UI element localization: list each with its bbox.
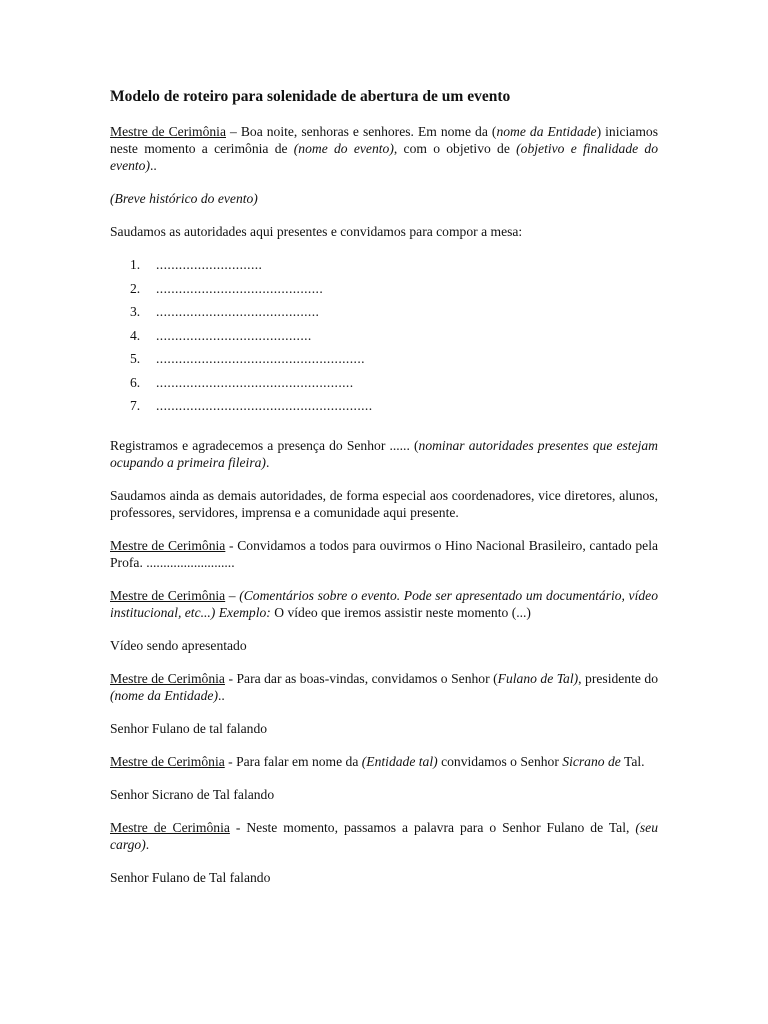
document-page	[110, 87, 658, 902]
paragraph-sicrano-falando: Senhor Sicrano de Tal falando	[110, 786, 275, 802]
paragraph-historico: (Breve histórico do evento)	[110, 191, 258, 206]
paragraph-opening: Mestre de Cerimônia – Boa noite, senhoras e senhores. Em nome da (nome da Entidade) iniciamos neste momento a cerimônia de (nome do evento), com o objetivo de (objetivo e finalidade do evento)..	[110, 124, 658, 173]
paragraph-saudacao: Saudamos as autoridades aqui presentes e convidamos para compor a mesa:	[110, 224, 523, 239]
mc-label: Mestre de Cerimônia	[110, 124, 226, 139]
document-title: Modelo de roteiro para solenidade de abertura de um evento	[110, 88, 511, 105]
paragraph-registro: Registramos e agradecemos a presença do Senhor ...... (nominar autoridades presentes que estejam ocupando a primeira fileira).	[110, 437, 659, 470]
list-item: 5. .......................................................	[130, 351, 365, 366]
mc-label: Mestre de Cerimônia	[110, 587, 226, 603]
paragraph-entidade: Mestre de Cerimônia - Para falar em nome da (Entidade tal) convidamos o Senhor Sicrano de Tal.	[110, 753, 645, 769]
paragraph-comentarios: Mestre de Cerimônia – (Comentários sobre o evento. Pode ser apresentado um documentário, vídeo institucional, etc...) Exemplo: O vídeo que iremos assistir neste momento (...)	[110, 587, 658, 620]
list-item: 6. ....................................................	[130, 374, 354, 390]
list-item: 3. ...........................................	[130, 304, 320, 319]
mc-label: Mestre de Cerimônia	[110, 753, 225, 769]
list-item: 4. .........................................	[130, 327, 312, 343]
paragraph-fulano-falando: Senhor Fulano de tal falando	[110, 720, 268, 736]
paragraph-video: Vídeo sendo apresentado	[110, 637, 247, 653]
list-item: 1. ............................	[130, 257, 263, 272]
paragraph-boas-vindas: Mestre de Cerimônia - Para dar as boas-vindas, convidamos o Senhor (Fulano de Tal), presidente do (nome da Entidade)..	[110, 670, 659, 703]
mc-label: Mestre de Cerimônia	[110, 670, 225, 686]
mc-label: Mestre de Cerimônia	[110, 537, 226, 553]
list-item: 2. ............................................	[130, 280, 324, 296]
paragraph-palavra: Mestre de Cerimônia - Neste momento, passamos a palavra para o Senhor Fulano de Tal, (seu cargo).	[110, 819, 658, 852]
mesa-list	[110, 256, 658, 421]
paragraph-hino: Mestre de Cerimônia - Convidamos a todos para ouvirmos o Hino Nacional Brasileiro, cantado pela Profa. ..........................	[110, 537, 659, 570]
paragraph-saudacao-demais: Saudamos ainda as demais autoridades, de forma especial aos coordenadores, vice diretores, alunos, professores, servidores, imprensa e a comunidade aqui presente.	[110, 487, 658, 520]
mc-label: Mestre de Cerimônia	[110, 819, 230, 835]
list-item: 7. .........................................................	[130, 398, 373, 413]
paragraph-fulano-tal-falando: Senhor Fulano de Tal falando	[110, 869, 271, 885]
